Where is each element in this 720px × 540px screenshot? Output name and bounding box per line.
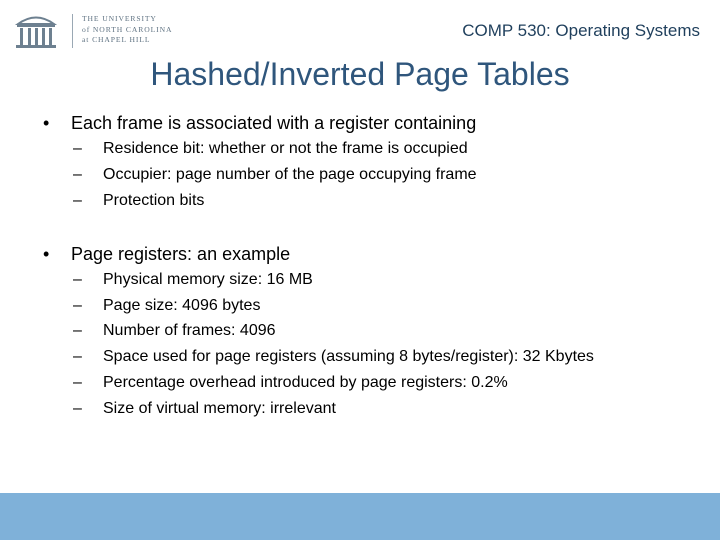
slide-title: Hashed/Inverted Page Tables <box>150 56 570 92</box>
logo-line: of NORTH CAROLINA <box>82 24 173 34</box>
dash-icon: – <box>73 374 82 391</box>
logo-line: at CHAPEL HILL <box>82 35 151 44</box>
dash-icon: – <box>73 297 82 314</box>
dash-icon: – <box>73 140 82 157</box>
sub-bullet-text: Number of frames: 4096 <box>103 322 276 339</box>
dash-icon: – <box>73 271 82 288</box>
sub-bullet-text: Percentage overhead introduced by page registers: 0.2% <box>103 374 508 391</box>
dash-icon: – <box>73 400 82 417</box>
logo-wordmark <box>82 14 192 46</box>
logo-line: THE UNIVERSITY <box>82 14 157 23</box>
dash-icon: – <box>73 166 82 183</box>
sub-bullet-text: Physical memory size: 16 MB <box>103 271 313 288</box>
sub-bullet-text: Protection bits <box>103 192 205 209</box>
sub-bullet-text: Residence bit: whether or not the frame is occupied <box>103 140 468 157</box>
dash-icon: – <box>73 322 82 339</box>
footer-bar <box>0 493 720 540</box>
bullet-dot-icon: • <box>43 113 50 133</box>
sub-bullet-text: Space used for page registers (assuming 8 bytes/register): 32 Kbytes <box>103 348 594 365</box>
old-well-icon <box>14 10 58 50</box>
sub-bullet-text: Size of virtual memory: irrelevant <box>103 400 336 417</box>
bullet-text: Each frame is associated with a register containing <box>71 113 477 133</box>
sub-bullet-text: Occupier: page number of the page occupying frame <box>103 166 477 183</box>
bullet-text: Page registers: an example <box>71 244 291 264</box>
logo-divider <box>72 14 73 48</box>
dash-icon: – <box>73 348 82 365</box>
university-logo <box>14 10 184 50</box>
dash-icon: – <box>73 192 82 209</box>
course-name: COMP 530: Operating Systems <box>462 21 700 40</box>
bullet-dot-icon: • <box>43 244 50 264</box>
sub-bullet-text: Page size: 4096 bytes <box>103 297 261 314</box>
